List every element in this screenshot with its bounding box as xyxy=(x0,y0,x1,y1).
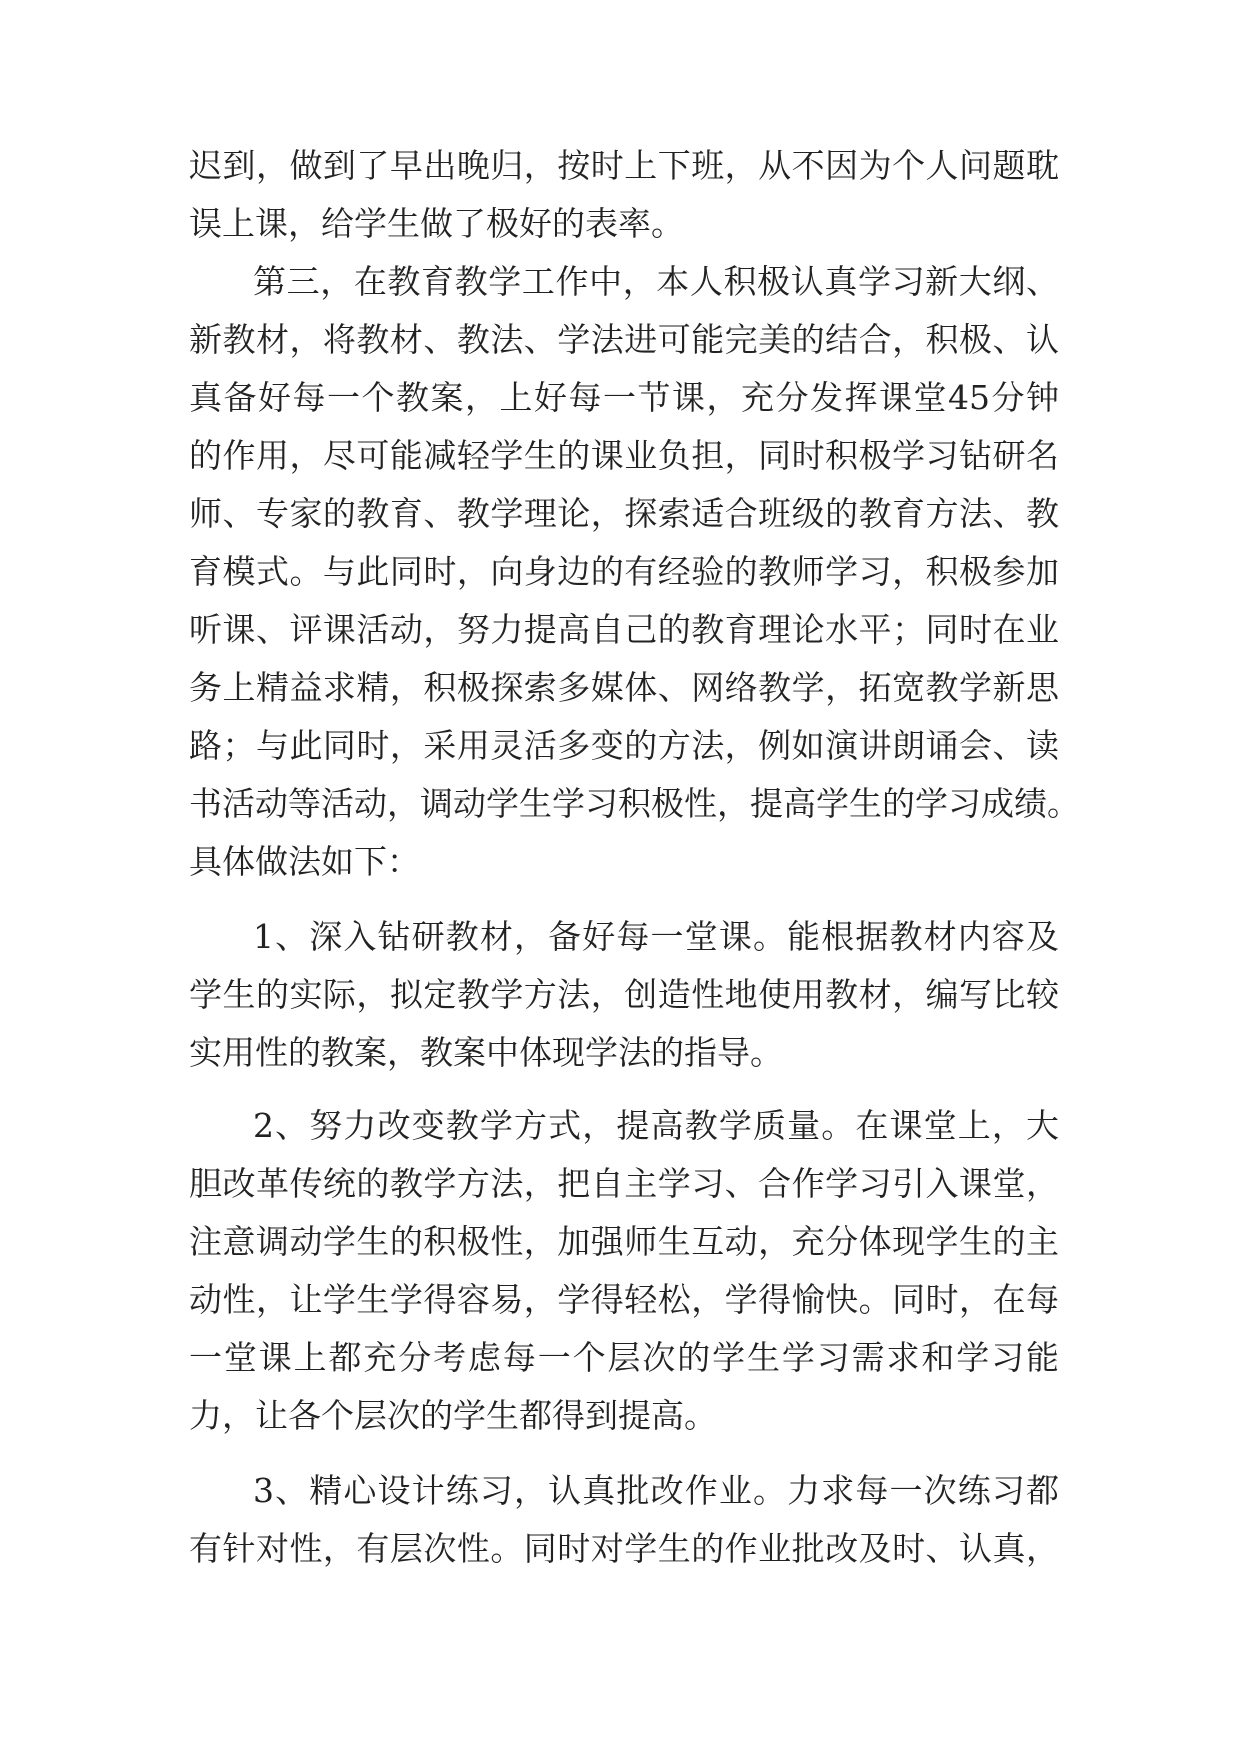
text-line: 实用性的教案，教案中体现学法的指导。 xyxy=(189,1033,783,1072)
text-line: 的作用，尽可能减轻学生的课业负担，同时积极学习钻研名 xyxy=(189,436,1059,475)
text-line: 新教材，将教材、教法、学法进可能完美的结合，积极、认 xyxy=(189,320,1059,359)
text-line: 2、努力改变教学方式，提高教学质量。在课堂上，大 xyxy=(253,1106,1059,1145)
text-line: 学生的实际，拟定教学方法，创造性地使用教材，编写比较 xyxy=(189,975,1059,1014)
text-line: 1、深入钻研教材，备好每一堂课。能根据教材内容及 xyxy=(253,917,1059,956)
text-line: 务上精益求精，积极探索多媒体、网络教学，拓宽教学新思 xyxy=(189,668,1059,707)
text-line: 第三，在教育教学工作中，本人积极认真学习新大纲、 xyxy=(253,262,1059,301)
text-line: 注意调动学生的积极性，加强师生互动，充分体现学生的主 xyxy=(189,1222,1059,1261)
text-line: 3、精心设计练习，认真批改作业。力求每一次练习都 xyxy=(253,1471,1059,1510)
text-line: 真备好每一个教案，上好每一节课，充分发挥课堂45分钟 xyxy=(189,378,1059,417)
text-line: 书活动等活动，调动学生学习积极性，提高学生的学习成绩。 xyxy=(189,784,1080,823)
text-line: 力，让各个层次的学生都得到提高。 xyxy=(189,1396,717,1435)
text-line: 师、专家的教育、教学理论，探索适合班级的教育方法、教 xyxy=(189,494,1059,533)
text-line: 迟到，做到了早出晚归，按时上下班，从不因为个人问题耽 xyxy=(189,146,1059,185)
text-line: 育模式。与此同时，向身边的有经验的教师学习，积极参加 xyxy=(189,552,1059,591)
text-line: 有针对性，有层次性。同时对学生的作业批改及时、认真， xyxy=(189,1529,1059,1568)
text-line: 具体做法如下： xyxy=(189,842,420,881)
text-line: 误上课，给学生做了极好的表率。 xyxy=(189,204,684,243)
text-line: 听课、评课活动，努力提高自己的教育理论水平；同时在业 xyxy=(189,610,1059,649)
text-line: 一堂课上都充分考虑每一个层次的学生学习需求和学习能 xyxy=(189,1338,1059,1377)
text-line: 路；与此同时，采用灵活多变的方法，例如演讲朗诵会、读 xyxy=(189,726,1059,765)
text-line: 胆改革传统的教学方法，把自主学习、合作学习引入课堂， xyxy=(189,1164,1059,1203)
text-line: 动性，让学生学得容易，学得轻松，学得愉快。同时，在每 xyxy=(189,1280,1059,1319)
